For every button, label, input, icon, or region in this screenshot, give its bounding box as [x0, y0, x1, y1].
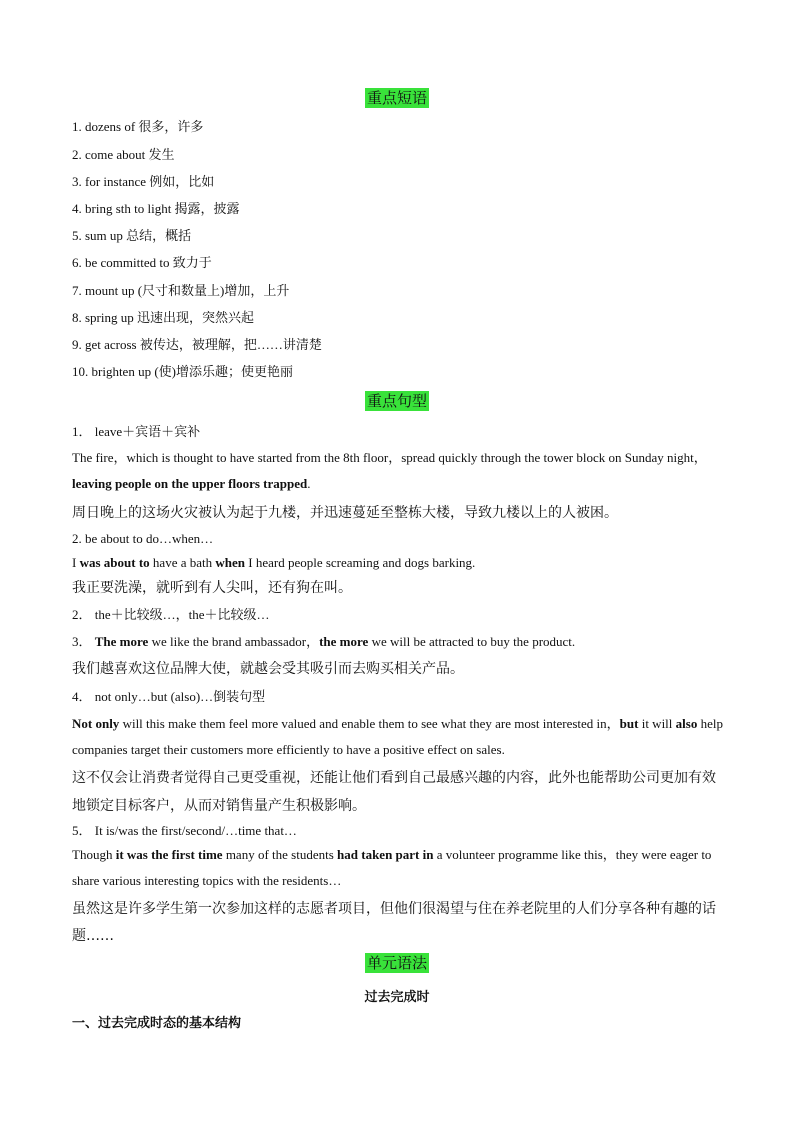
phrases-heading: 重点短语	[366, 89, 427, 107]
example-sentence: I was about to have a bath when I heard people screaming and dogs barking.	[72, 555, 476, 570]
translation: 我正要洗澡，就听到有人尖叫，还有狗在叫。	[72, 580, 352, 596]
sentence-pattern-title: 4． not only…but (also)…倒装句型	[72, 689, 266, 704]
phrase-item: 8. spring up 迅速出现，突然兴起	[72, 310, 255, 325]
translation: 这不仅会让消费者觉得自己更受重视，还能让他们看到自己最感兴趣的内容，此外也能帮助公司更加有效地锁定目标客户，从而对销售量产生积极影响。	[72, 770, 716, 814]
example-sentence: The fire，which is thought to have started from the 8th floor，spread quickly through the tower block on Sunday night，leaving people on the upper floors trapped.	[72, 450, 707, 491]
grammar-subtitle: 过去完成时	[364, 990, 430, 1005]
sentence-pattern-title: 5． It is/was the first/second/…time that…	[72, 823, 297, 838]
phrase-item: 5. sum up 总结，概括	[72, 228, 192, 243]
phrase-item: 1. dozens of 很多，许多	[72, 119, 204, 134]
example-sentence: Not only will this make them feel more valued and enable them to see what they are most interested in，but it will also help companies target their customers more efficiently to have a positive effect on sales.	[72, 716, 723, 757]
phrase-item: 3. for instance 例如，比如	[72, 174, 215, 189]
translation: 我们越喜欢这位品牌大使，就越会受其吸引而去购买相关产品。	[72, 661, 464, 677]
example-sentence: 3． The more we like the brand ambassador，the more we will be attracted to buy the product.	[72, 634, 576, 649]
sentence-pattern-title: 2. be about to do…when…	[72, 531, 214, 546]
grammar-section-heading: 一、过去完成时态的基本结构	[72, 1016, 242, 1031]
phrase-item: 10. brighten up (使)增添乐趣；使更艳丽	[72, 364, 293, 379]
sentence-pattern-title: 1． leave＋宾语＋宾补	[72, 424, 201, 439]
sentence-pattern-title: 2． the＋比较级…，the＋比较级…	[72, 607, 270, 622]
phrase-item: 6. be committed to 致力于	[72, 255, 212, 270]
translation: 虽然这是许多学生第一次参加这样的志愿者项目，但他们很渴望与住在养老院里的人们分享各种有趣的话题……	[72, 901, 716, 944]
phrase-item: 7. mount up (尺寸和数量上)增加，上升	[72, 283, 290, 298]
sentences-heading: 重点句型	[366, 392, 427, 410]
translation: 周日晚上的这场火灾被认为起于九楼，并迅速蔓延至整栋大楼，导致九楼以上的人被困。	[72, 505, 618, 521]
phrase-item: 9. get across 被传达，被理解，把……讲清楚	[72, 337, 322, 352]
phrase-item: 2. come about 发生	[72, 147, 175, 162]
example-sentence: Though it was the first time many of the students had taken part in a volunteer programme like this，they were eager to share various interesting topics with the residents…	[72, 847, 712, 888]
phrase-item: 4. bring sth to light 揭露，披露	[72, 201, 240, 216]
grammar-heading: 单元语法	[366, 954, 427, 972]
